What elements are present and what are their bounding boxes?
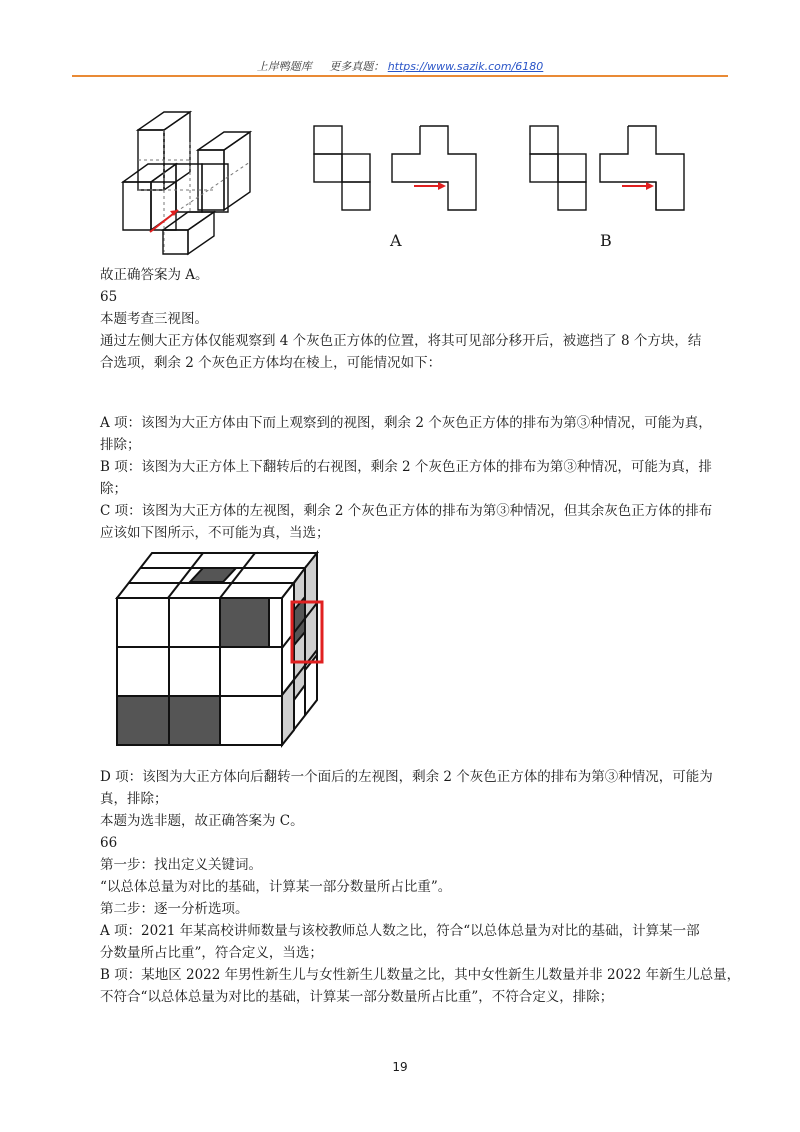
- answer-line-65: 本题为选非题，故正确答案为 C。: [100, 813, 304, 829]
- question-number-65: 65: [100, 289, 118, 305]
- option-c-text-2: 应该如下图所示，不可能为真，当选；: [100, 525, 330, 541]
- page-number: 19: [392, 1060, 408, 1074]
- option-d-text-2: 真，排除；: [100, 791, 168, 807]
- figure-option-a: [390, 124, 490, 214]
- option-b-66-text-2: 不符合“以总体总量为对比的基础，计算某一部分数量所占比重”，不符合定义，排除；: [100, 989, 614, 1005]
- option-b-label: B: [600, 231, 612, 250]
- figure-cube-stack: [118, 102, 268, 260]
- option-b-text-1: B 项：该图为大正方体上下翻转后的右视图，剩余 2 个灰色正方体的排布为第③种情况，可能为真，排: [100, 459, 712, 475]
- option-d-text-1: D 项：该图为大正方体向后翻转一个面后的左视图，剩余 2 个灰色正方体的排布为第③种情况，可能为: [100, 769, 713, 785]
- option-a-label: A: [390, 231, 402, 250]
- header-site: 上岸鸭题库: [256, 60, 312, 73]
- question-number-66: 66: [100, 835, 118, 851]
- figure-view-plain-b: [528, 124, 598, 214]
- header-link[interactable]: https://www.sazik.com/6180: [387, 60, 544, 73]
- paragraph-analysis-2: 合选项，剩余 2 个灰色正方体均在棱上，可能情况如下：: [100, 355, 442, 371]
- option-a-66-text-2: 分数量所占比重”，符合定义，当选；: [100, 945, 323, 961]
- option-a-66-text-1: A 项：2021 年某高校讲师数量与该校教师总人数之比，符合“以总体总量为对比的基础，计算某一部: [100, 923, 700, 939]
- option-a-text-1: A 项：该图为大正方体由下而上观察到的视图，剩余 2 个灰色正方体的排布为第③种情况，可能为真，: [100, 415, 712, 431]
- page-header: [0, 58, 800, 74]
- header-rule: [72, 75, 728, 77]
- definition-keyword: “以总体总量为对比的基础，计算某一部分数量所占比重”。: [100, 879, 452, 895]
- option-b-text-2: 除；: [100, 481, 127, 497]
- option-a-text-2: 排除；: [100, 437, 141, 453]
- header-label: 更多真题：: [329, 60, 385, 73]
- red-arrow-icon: [438, 182, 446, 190]
- figure-rubik-cube: [112, 550, 332, 750]
- paragraph-topic: 本题考查三视图。: [100, 311, 208, 327]
- red-arrow-icon: [646, 182, 654, 190]
- figure-view-plain-a: [312, 124, 382, 214]
- step-2: 第二步：逐一分析选项。: [100, 901, 249, 917]
- option-c-text-1: C 项：该图为大正方体的左视图，剩余 2 个灰色正方体的排布为第③种情况，但其余灰色正方体的排布: [100, 503, 713, 519]
- option-b-66-text-1: B 项：某地区 2022 年男性新生儿与女性新生儿数量之比，其中女性新生儿数量并非 2022 年新生儿总量，: [100, 967, 741, 983]
- answer-line-64: 故正确答案为 A。: [100, 267, 209, 283]
- figure-option-b: [598, 124, 698, 214]
- paragraph-analysis-1: 通过左侧大正方体仅能观察到 4 个灰色正方体的位置，将其可见部分移开后，被遮挡了 8 个方块，结: [100, 333, 702, 349]
- step-1: 第一步：找出定义关键词。: [100, 857, 262, 873]
